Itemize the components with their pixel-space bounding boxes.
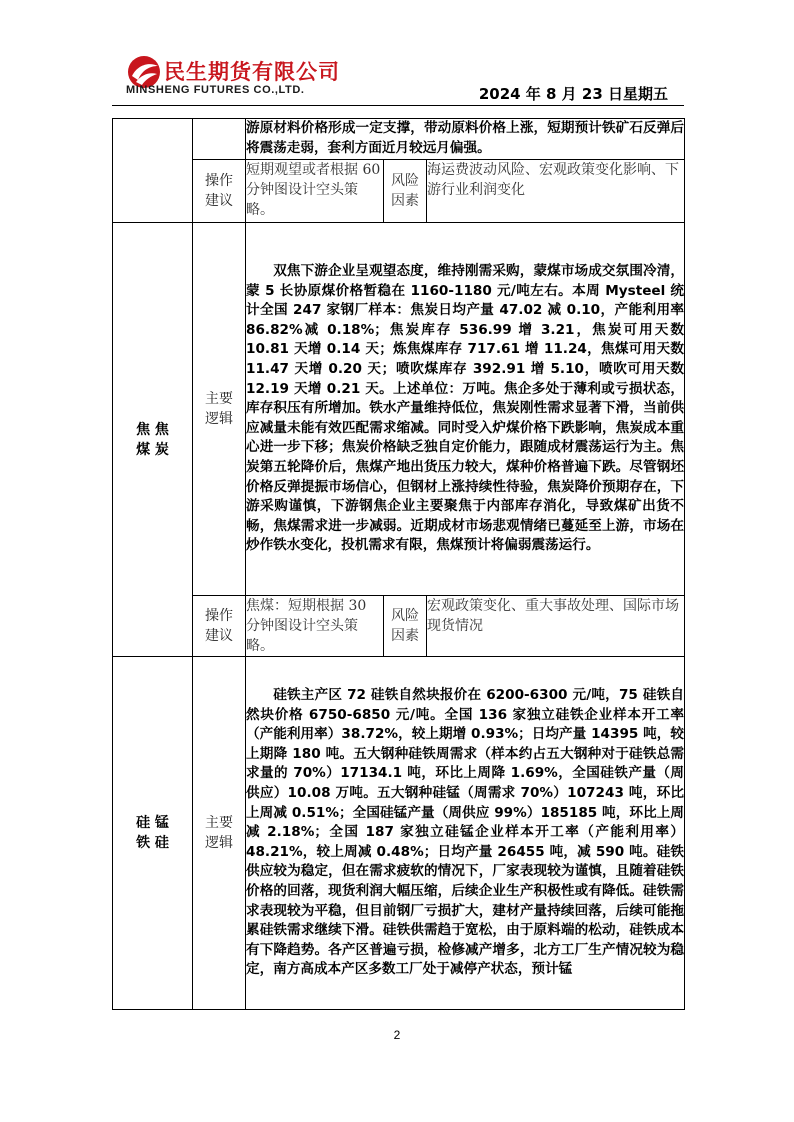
report-date: 2024 年 8 月 23 日星期五 [478,85,668,103]
coking-op-label: 操作建议 [193,596,246,657]
company-logo [126,54,366,104]
ferroalloy-label-cell [113,657,193,1010]
page-header [0,0,794,120]
coking-label-cell [113,223,193,657]
iron-ore-label-cell [113,119,193,223]
coking-logic-label: 主要逻辑 [193,223,246,596]
coking-label-line2: 煤 炭 [136,441,169,458]
coking-op-text: 焦煤：短期根据 30 分钟图设计空头策略。 [246,596,384,657]
table-row [113,160,685,223]
coking-risk-label: 风险因素 [384,596,427,657]
iron-ore-risk-label: 风险因素 [384,160,427,223]
ferroalloy-logic-label: 主要逻辑 [193,657,246,1010]
table-row [113,119,685,160]
header-rule [112,105,684,106]
iron-ore-op-text: 短期观望或者根据 60 分钟图设计空头策略。 [246,160,384,223]
logo-english-name: MINSHENG FUTURES CO.,LTD. [126,84,305,96]
coking-logic-text: 双焦下游企业呈观望态度，维持刚需采购，蒙煤市场成交氛围冷清，蒙 5 长协原煤价格暂稳在 1160-1180 元/吨左右。本周 Mysteel 统计全国 247 家钢厂样本：焦炭日均产量 47.02 减 0.10，产能利用率 86.82%减 0.18%；焦炭库存 536.99 增 3.21，焦炭可用天数 10.81 天增 0.14 天；炼焦煤库存 717.61 增 11.24，焦煤可用天数 11.47 天增 0.20 天；喷吹煤库存 392.91 增 5.10，喷吹可用天数 12.19 天增 0.21 天。上述单位：万吨。焦企多处于薄利或亏损状态，库存积压有所增加。铁水产量维持低位，焦炭刚性需求显著下滑，当前供应减量未能有效匹配需求缩减。同时受入炉煤价格下跌影响，焦炭成本重心进一步下移；焦炭价格缺乏独自定价能力，跟随成材震荡运行为主。焦炭第五轮降价后，焦煤产地出货压力较大，煤种价格普遍下跌。尽管钢坯价格反弹提振市场信心，但钢材上涨持续性待验，焦炭降价预期存在，下游采购谨慎，下游钢焦企业主要聚焦于内部库存消化，导致煤矿出货不畅，焦煤需求进一步减弱。近期成材市场悲观情绪已蔓延至上游，市场在炒作铁水变化，投机需求有限，焦煤预计将偏弱震荡运行。 [246,223,685,596]
logo-chinese-name: 民生期货有限公司 [164,60,340,84]
ferroalloy-logic-text: 硅铁主产区 72 硅铁自然块报价在 6200-6300 元/吨，75 硅铁自然块价格 6750-6850 元/吨。全国 136 家独立硅铁企业样本开工率（产能利用率）38.72%，较上期增 0.93%；日均产量 14395 吨，较上期降 180 吨。五大钢种硅铁周需求（样本约占五大钢种对于硅铁总需求量的 70%）17134.1 吨，环比上周降 1.69%，全国硅铁产量（周供应）10.08 万吨。五大钢种硅锰（周需求 70%）107243 吨，环比上周减 0.51%；全国硅锰产量（周供应 99%）185185 吨，环比上周减 2.18%；全国 187 家独立硅锰企业样本开工率（产能利用率）48.21%，较上周减 0.48%；日均产量 26455 吨，减 590 吨。硅铁供应较为稳定，但在需求疲软的情况下，厂家表现较为谨慎，且随着硅铁价格的回落，现货利润大幅压缩，后续企业生产积极性或有降低。硅铁需求表现较为平稳，但目前钢厂亏损扩大，建材产量持续回落，后续可能拖累硅铁需求继续下滑。硅铁供需趋于宽松，由于原料端的松动，硅铁成本有下降趋势。各产区普遍亏损，检修减产增多，北方工厂生产情况较为稳定，南方高成本产区多数工厂处于减停产状态，预计锰 [246,657,685,1010]
ferroalloy-label-line1: 硅 锰 [136,815,169,831]
page-number: 2 [393,1028,401,1042]
iron-ore-op-label: 操作建议 [193,160,246,223]
table-row [113,657,685,1010]
table-row [113,223,685,596]
commodity-table [112,118,685,1010]
iron-ore-logic-text: 游原材料价格形成一定支撑，带动原料价格上涨，短期预计铁矿石反弹后将震荡走弱，套利方面近月较远月偏强。 [246,119,685,160]
iron-ore-risk-text: 海运费波动风险、宏观政策变化影响、下游行业利润变化 [427,160,685,223]
ferroalloy-label-line2: 铁 硅 [136,835,169,851]
coking-label-line1: 焦 焦 [136,421,169,438]
table-row [113,596,685,657]
iron-ore-logic-sub-cell [193,119,246,160]
coking-risk-text: 宏观政策变化、重大事故处理、国际市场现货情况 [427,596,685,657]
